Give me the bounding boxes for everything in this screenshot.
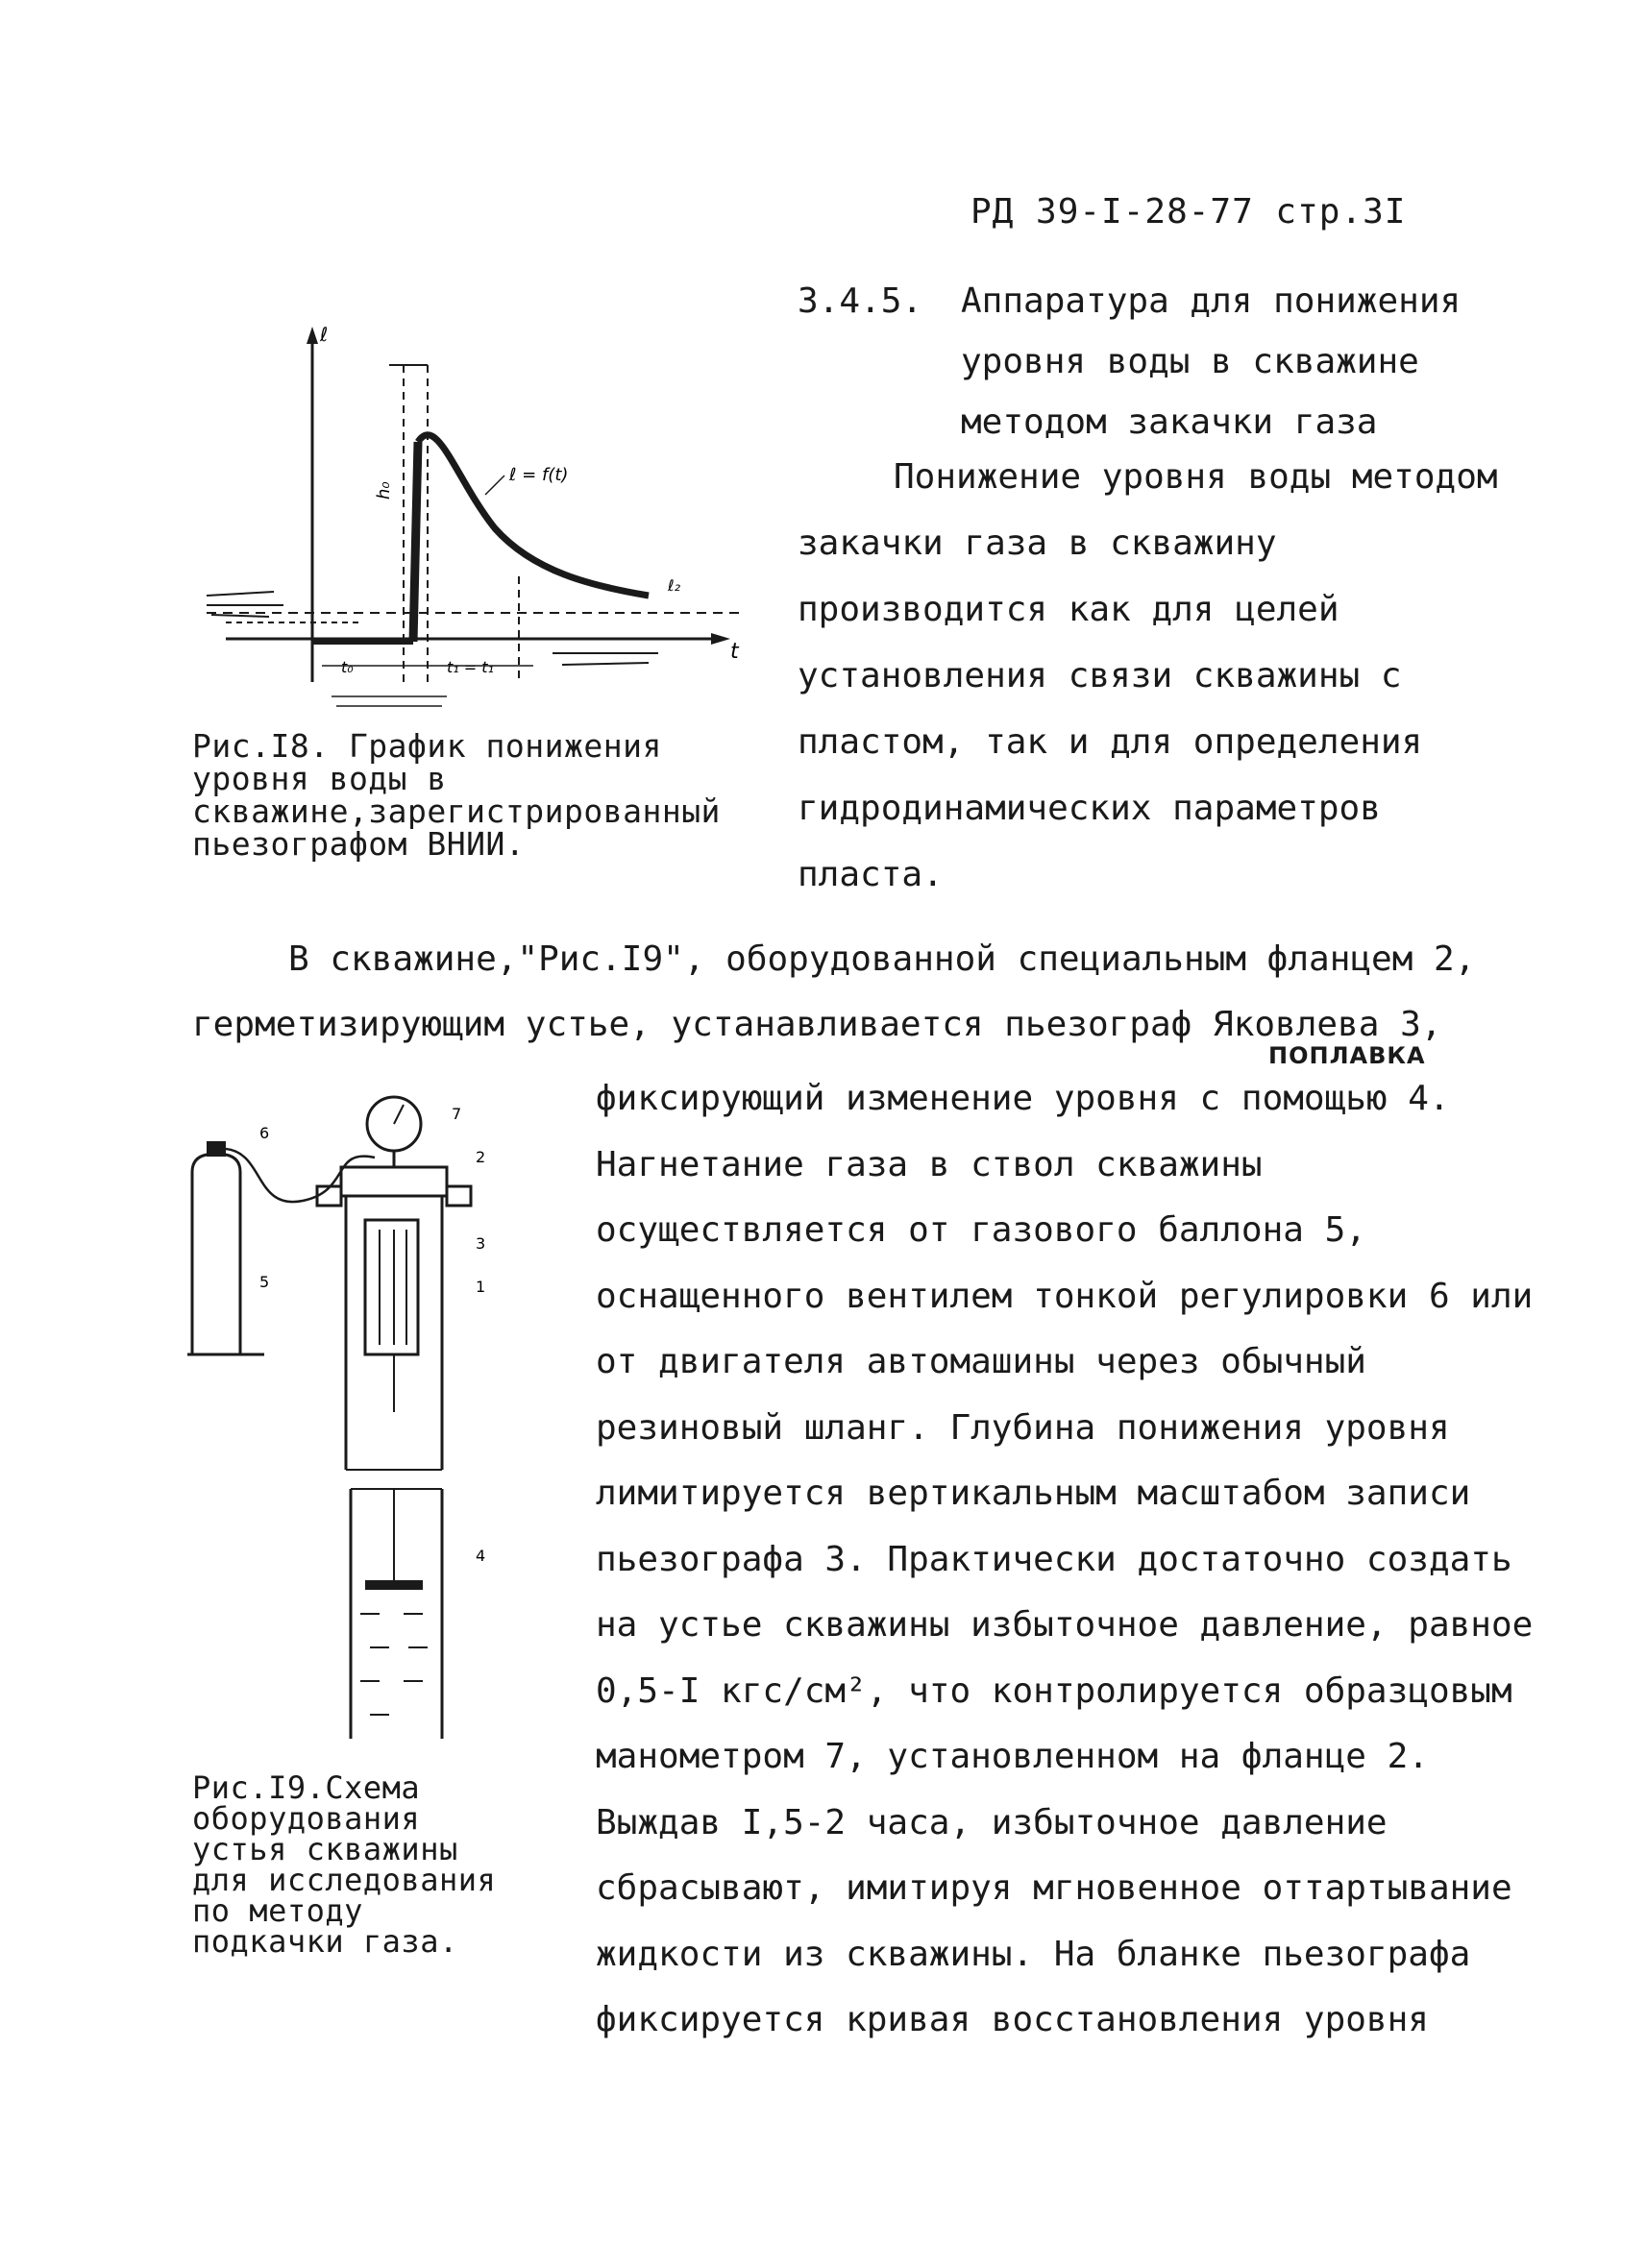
float xyxy=(365,1580,423,1590)
t0-label: t₀ xyxy=(341,658,354,676)
gas-cylinder xyxy=(192,1155,240,1354)
y-axis-label: ℓ xyxy=(320,323,329,346)
section-title: Аппаратура для понижения уровня воды в скважине методом закачки газа xyxy=(961,281,1462,442)
piezograph xyxy=(365,1220,418,1354)
h0-label: h₀ xyxy=(374,481,394,500)
body-paragraph-1-text: В скважине,"Рис.I9", оборудованной специальным фланцем 2, герметизирующим устье, устанавливается пьезограф Яковлева 3, xyxy=(192,939,1476,1044)
right-annotation-scribble xyxy=(553,653,658,665)
rubber-hose xyxy=(226,1149,375,1202)
figure-19-caption: Рис.I9.Схема оборудования устья скважины для исследования по методу подкачки газа. xyxy=(192,1769,497,1960)
intro-paragraph xyxy=(798,444,1509,908)
label-6: 6 xyxy=(259,1124,270,1142)
section-heading xyxy=(798,271,1528,452)
intro-text: Понижение уровня воды методом закачки газа в скважину производится как для целей установления связи скважины с пластом, так и для определения гидродинамических параметров пласта. xyxy=(798,457,1498,894)
body-paragraph-2: фиксирующий изменение уровня с помощью 4. Нагнетание газа в ствол скважины осуществляется от газового баллона 5, оснащенного вентилем тонкой регулировки 6 или от двигателя автомашины через обычный резиновый шланг. Глубина понижения уровня лимитируется вертикальным масштабом записи пьезографа 3. Практически достаточно создать на устье скважины избыточное давление, равное 0,5-I кгс/см², что контролируется образцовым манометром 7, установленном на фланце 2. Выждав I,5-2 часа, избыточное давление сбрасывают, имитируя мгновенное оттартывание жидкости из скважины. На бланке пьезографа фиксируется кривая восстановления уровня xyxy=(596,1079,1534,2039)
handwritten-annotation: ПОПЛАВКА xyxy=(1268,1042,1426,1069)
figure-18-graph xyxy=(187,317,764,720)
x-axis-arrow xyxy=(711,633,730,645)
body-paragraph-1 xyxy=(192,927,1537,1058)
label-5: 5 xyxy=(259,1273,270,1291)
curve-leader xyxy=(485,476,504,495)
x-axis-label: t xyxy=(730,640,739,664)
flange xyxy=(341,1167,447,1196)
water-dashes xyxy=(360,1614,428,1715)
t1-label: t₁ = t₁ xyxy=(447,658,494,676)
bottom-annotation-scribble xyxy=(332,696,447,706)
figure-19-schematic xyxy=(187,1066,533,1758)
level-rise xyxy=(413,442,418,642)
figure-18-caption: Рис.I8. График понижения уровня воды в скважине,зарегистрированный пьезографом ВНИИ. xyxy=(192,727,721,863)
label-2: 2 xyxy=(476,1148,486,1166)
curve-label: ℓ = f(t) xyxy=(509,465,569,485)
label-3: 3 xyxy=(476,1234,486,1253)
dl-label: ℓ₂ xyxy=(668,576,681,595)
flange-right-bolt xyxy=(447,1186,471,1206)
y-axis-arrow xyxy=(307,327,318,344)
label-1: 1 xyxy=(476,1278,486,1296)
manometer-needle xyxy=(394,1105,404,1124)
label-7: 7 xyxy=(452,1105,462,1123)
label-4: 4 xyxy=(476,1547,486,1565)
fine-valve xyxy=(207,1141,226,1157)
page-header: РД 39-I-28-77 стр.3I xyxy=(970,192,1407,232)
recovery-curve xyxy=(418,435,649,596)
section-number: 3.4.5. xyxy=(798,281,923,321)
